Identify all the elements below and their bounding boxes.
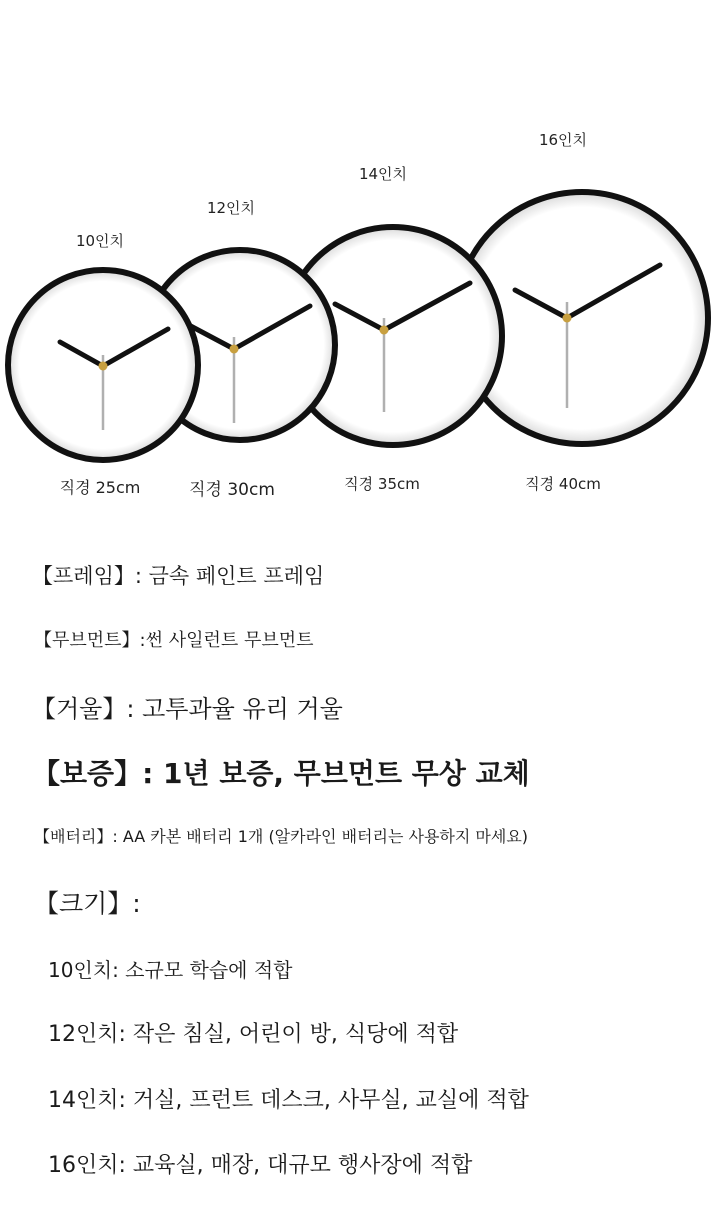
size-label-12: 12인치 (206, 199, 256, 217)
size-label-10: 10인치 (75, 232, 125, 250)
clock-size-illustration (0, 0, 715, 520)
spec-battery: 【배터리】: AA 카본 배터리 1개 (알카라인 배터리는 사용하지 마세요) (34, 827, 529, 846)
fit-14-inch: 14인치: 거실, 프런트 데스크, 사무실, 교실에 적합 (48, 1088, 529, 1113)
size-label-14: 14인치 (358, 165, 408, 183)
fit-16-inch: 16인치: 교육실, 매장, 대규모 행사장에 적합 (48, 1153, 473, 1178)
spec-warranty: 【보증】: 1년 보증, 무브먼트 무상 교체 (32, 757, 530, 790)
diameter-label-12: 직경 30cm (189, 480, 275, 500)
spec-frame: 【프레임】: 금속 페인트 프레임 (32, 564, 325, 588)
center-pin (563, 314, 572, 323)
diameter-label-10: 직경 25cm (59, 478, 141, 497)
fit-12-inch: 12인치: 작은 침실, 어린이 방, 식당에 적합 (48, 1022, 459, 1047)
clock-10-inch (8, 270, 198, 460)
size-label-16: 16인치 (538, 131, 588, 149)
center-pin (99, 362, 108, 371)
center-pin (230, 345, 239, 354)
fit-10-inch: 10인치: 소규모 학습에 적합 (48, 958, 293, 982)
spec-movement: 【무브먼트】:썬 사일런트 무브먼트 (34, 630, 314, 651)
spec-mirror: 【거울】: 고투과율 유리 거울 (32, 695, 343, 723)
diameter-label-14: 직경 35cm (344, 475, 420, 493)
diameter-label-16: 직경 40cm (525, 475, 601, 493)
center-pin (380, 326, 389, 335)
spec-size-heading: 【크기】: (34, 889, 141, 918)
